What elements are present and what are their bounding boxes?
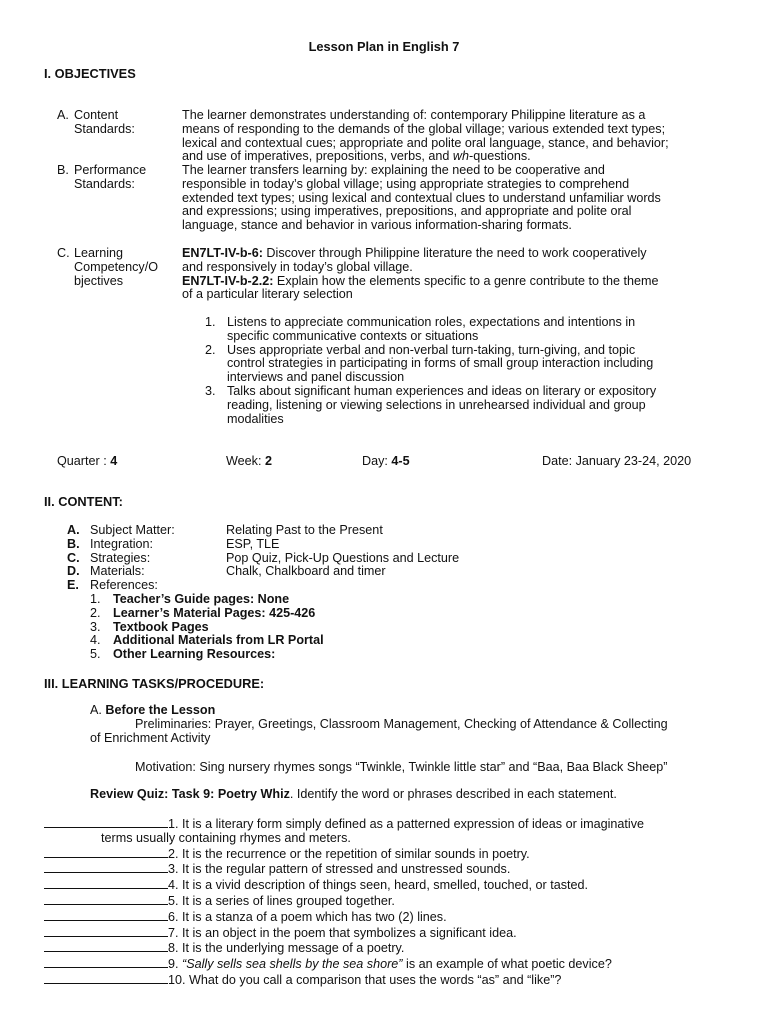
procedure-heading: III. LEARNING TASKS/PROCEDURE: (44, 676, 265, 691)
date-field: Date: January 23-24, 2020 (542, 454, 692, 468)
competency-label-1: Learning (74, 246, 124, 260)
content-row-label: References: (90, 578, 158, 593)
day-value: 4-5 (391, 454, 410, 468)
reference-number: 1. (90, 592, 101, 606)
competency-item-line: specific communicative contexts or situations (227, 328, 479, 343)
performance-standards-line: language, stance and behavior in various information-sharing formats. (182, 218, 572, 233)
preliminaries-line-1: Preliminaries: Prayer, Greetings, Classroom Management, Checking of Attendance & Collecting (135, 717, 668, 731)
quiz-instruction: . Identify the word or phrases described in each statement. (289, 787, 617, 801)
competency-item-number: 2. (205, 342, 216, 357)
quiz-item (44, 940, 644, 956)
competency-label-2: Competency/O (74, 260, 158, 274)
content-standards-line: means of responding to the demands of the global village; various extended text types; (182, 121, 666, 136)
before-lesson-label: Before the Lesson (105, 703, 216, 717)
competency-code1-line2: and responsively in today’s global village. (182, 259, 413, 274)
reference-item (90, 648, 324, 662)
preliminaries-line-2: of Enrichment Activity (90, 731, 211, 745)
reference-text: Textbook Pages (113, 619, 209, 634)
performance-standards-label-2: Standards: (74, 177, 135, 191)
content-row-letter: B. (67, 536, 80, 551)
content-row-value: ESP, TLE (226, 536, 280, 551)
content-standards-wh: wh (452, 149, 470, 164)
answer-blank[interactable] (44, 909, 168, 921)
answer-blank[interactable] (44, 893, 168, 905)
reference-item (90, 607, 324, 621)
answer-blank[interactable] (44, 846, 168, 858)
quiz-item-text: 3. It is the regular pattern of stressed and unstressed sounds. (168, 862, 511, 877)
performance-standards-line: extended text types; using lexical and contextual clues to understand unfamiliar words (182, 190, 661, 205)
competency-item-line: interviews and panel discussion (227, 370, 405, 385)
competency-item (205, 344, 656, 385)
competency-code2-line2: of a particular literary selection (182, 287, 353, 302)
competency-code1: EN7LT-IV-b-6: (182, 246, 263, 260)
answer-blank[interactable] (44, 956, 168, 968)
reference-item (90, 593, 324, 607)
quiz-list (44, 816, 644, 988)
competency-code1-line (182, 247, 658, 261)
content-standards-last-text: and use of imperatives, prepositions, verbs, and (182, 149, 453, 164)
before-lesson-letter: A. (90, 703, 106, 717)
content-row-value: Relating Past to the Present (226, 523, 383, 537)
quiz-item (44, 816, 644, 832)
competency-code2: EN7LT-IV-b-2.2: (182, 273, 274, 288)
content-row-label: Materials: (90, 564, 145, 579)
competency-code1-text: Discover through Philippine literature the need to work cooperatively (262, 246, 647, 260)
day-label: Day: (362, 454, 392, 468)
reference-number: 5. (90, 647, 101, 662)
content-standards-label-1: Content (74, 108, 119, 122)
quiz-item-text: 8. It is the underlying message of a poetry. (168, 941, 405, 956)
quiz-item (44, 846, 644, 862)
reference-number: 3. (90, 619, 101, 634)
content-row-label: Integration: (90, 536, 154, 551)
content-row-label: Strategies: (90, 550, 151, 565)
motivation-text: Motivation: Sing nursery rhymes songs “Twinkle, Twinkle little star” and “Baa, Baa Black Sheep” (135, 760, 668, 774)
competency-letter: C. (57, 246, 70, 260)
competency-item-line: modalities (227, 411, 284, 426)
page-title: Lesson Plan in English 7 (308, 39, 460, 54)
answer-blank[interactable] (44, 861, 168, 873)
performance-standards-line: responsible in today’s global village; using appropriate strategies to comprehend (182, 176, 630, 191)
content-row-value: Pop Quiz, Pick-Up Questions and Lecture (226, 550, 460, 565)
answer-blank[interactable] (44, 877, 168, 889)
quiz-item (44, 893, 644, 909)
quarter-field (57, 455, 117, 469)
quiz-instruction-line (90, 788, 617, 802)
content-row-letter: C. (67, 550, 80, 565)
quiz-item-text: is an example of what poetic device? (402, 957, 612, 972)
content-row-label: Subject Matter: (90, 523, 175, 537)
competency-item (205, 385, 656, 426)
performance-standards-label-1: Performance (74, 163, 147, 177)
quiz-item-number: 9. (168, 957, 183, 972)
reference-item (90, 621, 324, 635)
competency-list (205, 316, 656, 426)
reference-number: 4. (90, 633, 101, 648)
competency-item-number: 1. (205, 315, 216, 329)
quiz-item (44, 877, 644, 893)
performance-standards-line: The learner transfers learning by: explaining the need to be cooperative and (182, 163, 605, 177)
content-heading: II. CONTENT: (44, 494, 123, 509)
quiz-item-text: 2. It is the recurrence or the repetition of similar sounds in poetry. (168, 846, 530, 861)
quiz-item (44, 972, 644, 988)
competency-item (205, 316, 656, 344)
content-standards-line: lexical and contextual cues; appropriate and polite oral language, stance, and behavior; (182, 135, 669, 150)
answer-blank[interactable] (44, 816, 168, 828)
competency-label-3: bjectives (74, 274, 123, 288)
before-lesson (90, 704, 215, 718)
competency-item-line: Uses appropriate verbal and non-verbal turn-taking, turn-giving, and topic (227, 342, 636, 357)
competency-code2-line (182, 275, 658, 289)
quiz-title: Review Quiz: Task 9: Poetry Whiz (90, 787, 290, 801)
performance-standards-text (182, 164, 661, 233)
reference-text: Additional Materials from LR Portal (113, 633, 324, 648)
reference-text: Learner’s Material Pages: 425-426 (113, 605, 316, 620)
quiz-item-text: 5. It is a series of lines grouped together. (168, 893, 395, 908)
content-row-letter: A. (67, 523, 80, 537)
quiz-item (44, 861, 644, 877)
quiz-item-continuation: terms usually containing rhymes and meters. (101, 830, 351, 845)
content-row-letter: E. (67, 578, 79, 593)
quiz-item (44, 925, 644, 941)
day-field (362, 455, 410, 469)
competency-item-line: reading, listening or viewing selections in unrehearsed individual and group (227, 397, 646, 412)
reference-text: Teacher’s Guide pages: None (113, 592, 290, 606)
quiz-item-text: 6. It is a stanza of a poem which has two (2) lines. (168, 909, 447, 924)
answer-blank[interactable] (44, 972, 168, 984)
quiz-item (44, 956, 644, 972)
competency-text (182, 247, 658, 302)
quiz-item-text: 10. What do you call a comparison that uses the words “as” and “like”? (168, 972, 562, 987)
week-value: 2 (264, 454, 272, 468)
objectives-heading: I. OBJECTIVES (44, 66, 136, 81)
quarter-label: Quarter : (57, 454, 111, 468)
competency-item-line: Talks about significant human experiences and ideas on literary or expository (227, 383, 657, 398)
reference-item (90, 634, 324, 648)
competency-item-number: 3. (205, 383, 216, 398)
week-field (226, 455, 272, 469)
content-standards-line: The learner demonstrates understanding of: contemporary Philippine literature as a (182, 108, 646, 122)
content-standards-letter: A. (57, 108, 69, 122)
quiz-item-text: 4. It is a vivid description of things seen, heard, smelled, touched, or tasted. (168, 878, 589, 893)
content-standards-text (182, 109, 669, 164)
content-row-letter: D. (67, 564, 80, 579)
quiz-item-text: 7. It is an object in the poem that symbolizes a significant idea. (168, 925, 517, 940)
competency-code2-text: Explain how the elements specific to a genre contribute to the theme (273, 273, 659, 288)
performance-standards-letter: B. (57, 163, 69, 177)
reference-number: 2. (90, 605, 101, 620)
quiz-item (44, 909, 644, 925)
competency-item-line: control strategies in participating in forms of small group interaction including (227, 356, 654, 371)
references-list (90, 593, 324, 662)
content-standards-label-2: Standards: (74, 122, 135, 136)
answer-blank[interactable] (44, 940, 168, 952)
quarter-value: 4 (110, 454, 118, 468)
competency-item-line: Listens to appreciate communication roles, expectations and intentions in (227, 315, 636, 329)
quiz-item-text: 1. It is a literary form simply defined as a patterned expression of ideas or imaginative (168, 817, 644, 831)
quiz-item-quote: “Sally sells sea shells by the sea shore” (182, 957, 403, 972)
content-row-value: Chalk, Chalkboard and timer (226, 564, 386, 579)
answer-blank[interactable] (44, 925, 168, 937)
week-label: Week: (226, 454, 265, 468)
performance-standards-line: and expressions; using imperatives, prepositions, and appropriate and polite oral (182, 204, 632, 219)
reference-text: Other Learning Resources: (113, 647, 276, 662)
content-standards-last-end: -questions. (469, 149, 531, 164)
